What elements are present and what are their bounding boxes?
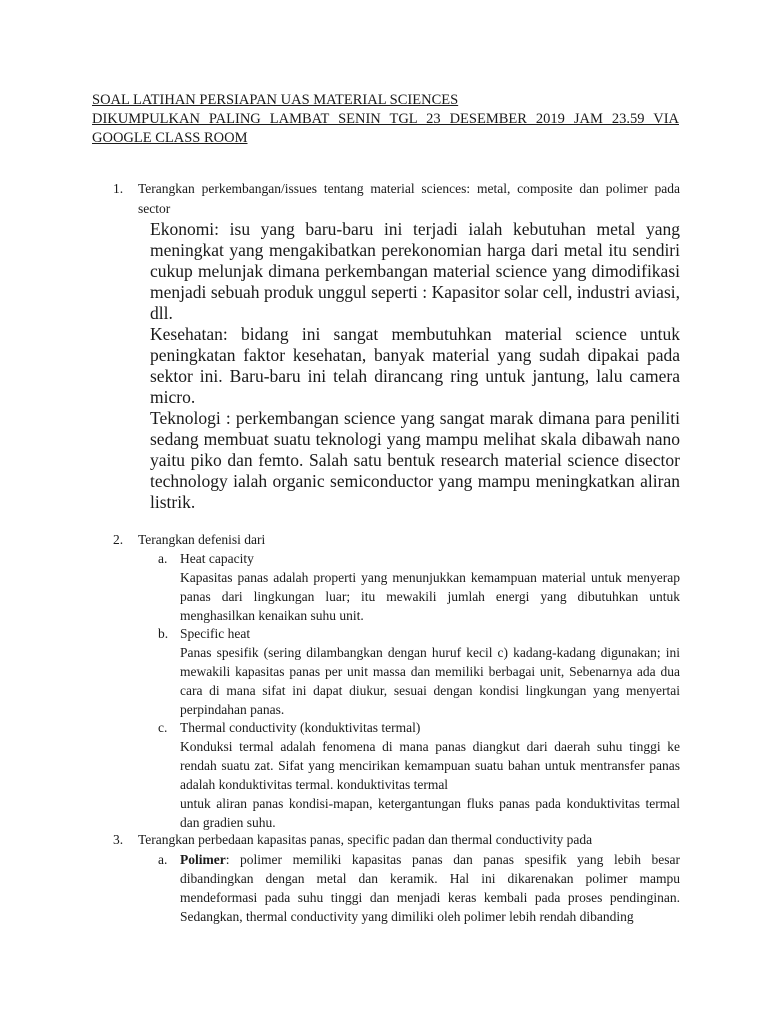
question-1-number: 1. (113, 181, 124, 196)
item-3a-body (180, 850, 680, 926)
item-2a-title: Heat capacity (180, 551, 254, 566)
item-2c-body-paragraph: Konduksi termal adalah fenomena di mana panas diangkut dari daerah suhu tinggi ke rendah suatu zat. Sifat yang mencirikan kemampuan suatu bahan untuk mentransfer panas adalah konduktivitas termal. konduktivitas termal (180, 739, 680, 792)
question-2-text: Terangkan defenisi dari (138, 532, 266, 547)
question-3-number: 3. (113, 832, 124, 847)
question-2-number: 2. (113, 532, 124, 547)
question-1-text: Terangkan perkembangan/issues tentang material sciences: metal, composite dan polimer pada sector (138, 181, 680, 216)
item-2a-body: Kapasitas panas adalah properti yang menunjukkan kemampuan material untuk menyerap panas dari lingkungan luar; itu mewakili jumlah energi yang dibutuhkan untuk menghasilkan kenaikan suhu unit. (180, 570, 680, 623)
item-2c-body-paragraph-2: untuk aliran panas kondisi-mapan, ketergantungan fluks panas pada konduktivitas termal dan gradien suhu. (180, 796, 680, 830)
item-2c-body (180, 737, 680, 832)
item-2c-title: Thermal conductivity (konduktivitas termal) (180, 720, 421, 735)
question-3-text: Terangkan perbedaan kapasitas panas, specific padan dan thermal conductivity pada (138, 832, 593, 847)
header-title: SOAL LATIHAN PERSIAPAN UAS MATERIAL SCIENCES (92, 92, 459, 108)
item-3a-term: Polimer (180, 852, 226, 867)
header-submission: GOOGLE CLASS ROOM (92, 130, 248, 146)
item-3a-letter: a. (158, 852, 168, 867)
answer-ekonomi: Ekonomi: isu yang baru-baru ini terjadi ialah kebutuhan metal yang meningkat yang mengakibatkan perekonomian harga dari metal itu sendiri cukup melunjak dimana perkembangan material science yang dimodifikasi menjadi sebuah produk unggul seperti : Kapasitor solar cell, industri aviasi, dll. (150, 219, 680, 323)
answer-kesehatan: Kesehatan: bidang ini sangat membutuhkan material science untuk peningkatan faktor kesehatan, banyak material yang sudah dipakai pada sektor ini. Baru-baru ini telah dirancang ring untuk jantung, lalu camera micro. (150, 324, 680, 407)
answer-teknologi: Teknologi : perkembangan science yang sangat marak dimana para peniliti sedang membuat suatu teknologi yang mampu melihat skala dibawah nano yaitu piko dan femto. Salah satu bentuk research material science disector technology ialah organic semiconductor yang mampu meningkatkan aliran listrik. (150, 408, 680, 512)
item-2b-body: Panas spesifik (sering dilambangkan dengan huruf kecil c) kadang-kadang digunakan; ini mewakili kapasitas panas per unit massa dan memiliki berbagai unit, Sebenarnya ada dua cara di mana sifat ini dapat diukur, sesuai dengan kondisi lingkungan yang menyertai perpindahan panas. (180, 645, 680, 717)
item-2b-letter: b. (158, 626, 169, 641)
item-2a-letter: a. (158, 551, 168, 566)
item-2b-title: Specific heat (180, 626, 251, 641)
item-2c-letter: c. (158, 720, 168, 735)
question-1-answer (150, 219, 680, 513)
document-header (92, 91, 679, 148)
item-3a-description: : polimer memiliki kapasitas panas dan panas spesifik yang lebih besar dibandingkan dengan metal dan keramik. Hal ini dikarenakan polimer mampu mendeformasi pada suhu tinggi dan menjadi keras kembali pada proses pendinginan. Sedangkan, thermal conductivity yang dimiliki oleh polimer lebih rendah dibanding (180, 852, 680, 924)
header-deadline: DIKUMPULKAN PALING LAMBAT SENIN TGL 23 DESEMBER 2019 JAM 23.59 VIA (92, 111, 679, 127)
